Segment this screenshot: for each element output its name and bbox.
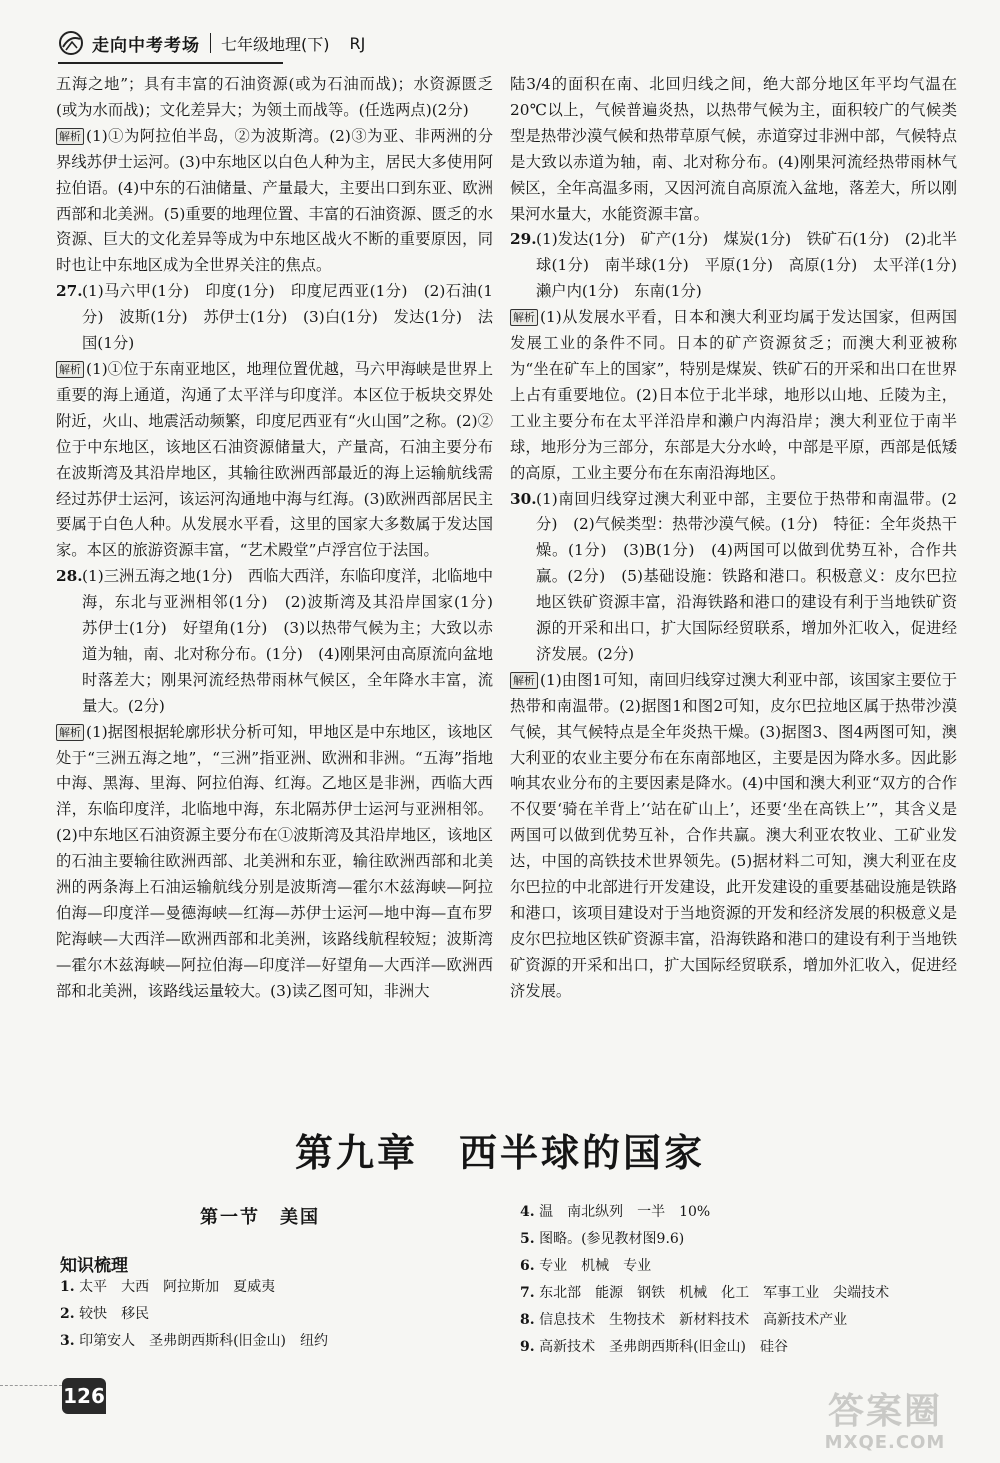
question-29-answer — [510, 227, 973, 305]
edition-label: RJ — [349, 33, 366, 53]
analysis-tag: 解析 — [510, 672, 538, 689]
analysis-27 — [56, 357, 493, 564]
watermark-url: MXQE.COM — [824, 1432, 946, 1453]
question-29-text: (1)发达(1分) 矿产(1分) 煤炭(1分) 铁矿石(1分) (2)北半球(1分) 南半球(1分) 平原(1分) 高原(1分) 太平洋(1分) 濑户内(1分) 东南(1分) — [536, 230, 973, 301]
analysis-26 — [56, 124, 493, 279]
analysis-29 — [510, 305, 957, 486]
header-divider — [210, 33, 211, 53]
continued-analysis: 陆3/4的面积在南、北回归线之间，绝大部分地区年平均气温在20℃以上，气候普遍炎热，以热带气候为主，面积较广的气候类型是热带沙漠气候和热带草原气候，赤道穿过非洲中部，气候特点是大致以赤道为轴，南、北对称分布。(4)刚果河流经热带雨林气候区，全年高温多雨，又因河流自高原流入盆地，落差大，所以刚果河水量大，水能资源丰富。 — [510, 75, 957, 223]
list-item: 6. 专业 机械 专业 — [520, 1258, 652, 1274]
question-number: 29. — [510, 230, 537, 249]
brand-logo-icon — [58, 30, 84, 56]
watermark-logo-text: 答案圈 — [827, 1391, 942, 1432]
list-item: 3. 印第安人 圣弗朗西斯科(旧金山) 纽约 — [60, 1333, 329, 1349]
section-title: 第一节 美国 — [200, 1207, 320, 1228]
question-number: 30. — [510, 489, 537, 508]
analysis-27-text: (1)①位于东南亚地区，地理位置优越，马六甲海峡是世界上重要的海上通道，沟通了太平洋与印度洋。本区位于板块交界处附近，火山、地震活动频繁，印度尼西亚有“火山国”之称。(2)②位于中东地区，该地区石油资源储量大，产量高，石油主要分布在波斯湾及其沿岸地区，其输往欧洲西部最近的海上运输航线需经过苏伊士运河，该运河沟通地中海与红海。(3)欧洲西部居民主要属于白色人种。从发展水平看，这里的国家大多数属于发达国家。本区的旅游资源丰富，“艺术殿堂”卢浮宫位于法国。 — [56, 359, 493, 560]
analysis-29-text: (1)从发展水平看，日本和澳大利亚均属于发达国家，但两国发展工业的条件不同。日本的矿产资源贫乏；而澳大利亚被称为“坐在矿车上的国家”，特别是煤炭、铁矿石的开采和出口在世界上占有重要地位。(2)日本位于北半球，地形以山地、丘陵为主，工业主要分布在太平洋沿岸和濑户内海沿岸；澳大利亚位于南半球，地形分为三部分，东部是大分水岭，中部是平原，西部是低矮的高原，工业主要分布在东南沿海地区。 — [510, 308, 957, 482]
knowledge-heading: 知识梳理 — [60, 1256, 128, 1276]
analysis-tag: 解析 — [56, 724, 84, 741]
list-item: 1. 太平 大西 阿拉斯加 夏威夷 — [60, 1279, 276, 1295]
knowledge-list-left — [60, 1274, 328, 1355]
chapter-title: 第九章 西半球的国家 — [294, 1131, 705, 1175]
question-27-text: (1)马六甲(1分) 印度(1分) 印度尼西亚(1分) (2)石油(1分) 波斯(1分) 苏伊士(1分) (3)白(1分) 发达(1分) 法国(1分) — [82, 282, 493, 353]
analysis-28-text: (1)据图根据轮廓形状分析可知，甲地区是中东地区，该地区处于“三洲五海之地”，“三洲”指亚洲、欧洲和非洲。“五海”指地中海、黑海、里海、阿拉伯海、红海。乙地区是非洲，西临大西洋，东临印度洋，北临地中海，东北隔苏伊士运河与亚洲相邻。(2)中东地区石油资源主要分布在①波斯湾及其沿岸地区，该地区的石油主要输往欧洲西部、北美洲和东亚，输往欧洲西部和北美洲的两条海上石油运输航线分别是波斯湾—霍尔木兹海峡—阿拉伯海—印度洋—曼德海峡—红海—苏伊士运河—地中海—直布罗陀海峡—大西洋—欧洲西部和北美洲，该路线航程较短；波斯湾—霍尔木兹海峡—阿拉伯海—印度洋—好望角—大西洋—欧洲西部和北美洲，该路线运量较大。(3)读乙图可知，非洲大 — [56, 722, 493, 1000]
watermark — [800, 1392, 970, 1456]
analysis-26-text: (1)①为阿拉伯半岛，②为波斯湾。(2)③为亚、非两洲的分界线苏伊士运河。(3)中东地区以白色人种为主，居民大多使用阿拉伯语。(4)中东的石油储量、产量最大，主要出口到东亚、欧洲西部和北美洲。(5)重要的地理位置、丰富的石油资源、匮乏的水资源、巨大的文化差异等成为中东地区战火不断的重要原因，同时也让中东地区成为全世界关注的焦点。 — [56, 126, 493, 275]
analysis-30-text: (1)由图1可知，南回归线穿过澳大利亚中部，该国家主要位于热带和南温带。(2)据图1和图2可知，皮尔巴拉地区属于热带沙漠气候，其气候特点是全年炎热干燥。(3)据图3、图4两图可知，澳大利亚的农业主要分布在东南部地区，主要是因为降水多。因此影响其农业分布的主要因素是降水。(4)中国和澳大利亚“双方的合作不仅要‘骑在羊背上’‘站在矿山上’，还要‘坐在高铁上’”，其含义是两国可以做到优势互补，合作共赢。澳大利亚农牧业、工矿业发达，中国的高铁技术世界领先。(5)据材料二可知，澳大利亚在皮尔巴拉的中北部进行开发建设，此开发建设的重要基础设施是铁路和港口，该项目建设对于当地资源的开发和经济发展的积极意义是皮尔巴拉地区铁矿资源丰富，沿海铁路和港口的建设有利于当地铁矿资源的开采和出口，扩大国际经贸联系，增加外汇收入，促进经济发展。 — [510, 670, 957, 1000]
list-item: 4. 温 南北纵列 一半 10% — [520, 1204, 711, 1220]
question-number: 28. — [56, 567, 83, 586]
question-30-answer — [510, 487, 957, 668]
continued-answer: 五海之地”；具有丰富的石油资源(或为石油而战)；水资源匮乏(或为水而战)；文化差异大；为领土而战等。(任选两点)(2分) — [56, 75, 493, 119]
list-item: 8. 信息技术 生物技术 新材料技术 高新技术产业 — [520, 1312, 848, 1328]
list-item: 9. 高新技术 圣弗朗西斯科(旧金山) 硅谷 — [520, 1339, 789, 1355]
question-number: 27. — [56, 282, 83, 301]
brand-title: 走向中考考场 — [92, 35, 200, 56]
knowledge-list-right — [520, 1199, 889, 1361]
page-number: 126 — [62, 1378, 106, 1414]
subject-label: 七年级地理(下) — [221, 34, 330, 54]
question-28-answer — [56, 564, 509, 719]
header-rule — [58, 62, 283, 64]
analysis-tag: 解析 — [56, 361, 84, 378]
list-item: 7. 东北部 能源 钢铁 机械 化工 军事工业 尖端技术 — [520, 1285, 890, 1301]
analysis-28 — [56, 720, 493, 1005]
page-header — [58, 26, 365, 60]
list-item: 5. 图略。(参见教材图9.6) — [520, 1231, 685, 1247]
analysis-tag: 解析 — [510, 309, 538, 326]
list-item: 2. 较快 移民 — [60, 1306, 150, 1322]
analysis-tag: 解析 — [56, 128, 84, 145]
analysis-30 — [510, 668, 957, 1005]
left-column — [56, 72, 509, 1005]
question-27-answer — [56, 279, 493, 357]
question-28-text: (1)三洲五海之地(1分) 西临大西洋，东临印度洋，北临地中海，东北与亚洲相邻(1分) (2)波斯湾及其沿岸国家(1分) 苏伊士(1分) 好望角(1分) (3)以热带气候为主；大致以赤道为轴，南、北对称分布。(1分) (4)刚果河由高原流向盆地时落差大；刚果河流经热带雨林气候区，全年降水丰富，流量大。(2分) — [82, 567, 509, 715]
question-30-text: (1)南回归线穿过澳大利亚中部，主要位于热带和南温带。(2分) (2)气候类型：热带沙漠气候。(1分) 特征：全年炎热干燥。(1分) (3)B(1分) (4)两国可以做到优势互补，合作共赢。(2分) (5)基础设施：铁路和港口。积极意义：皮尔巴拉地区铁矿资源丰富，沿海铁路和港口的建设有利于当地铁矿资源的开采和出口，扩大国际经贸联系，增加外汇收入，促进经济发展。(2分) — [536, 489, 957, 663]
right-column — [510, 72, 973, 1005]
footer-dotted-rule — [0, 1385, 62, 1386]
